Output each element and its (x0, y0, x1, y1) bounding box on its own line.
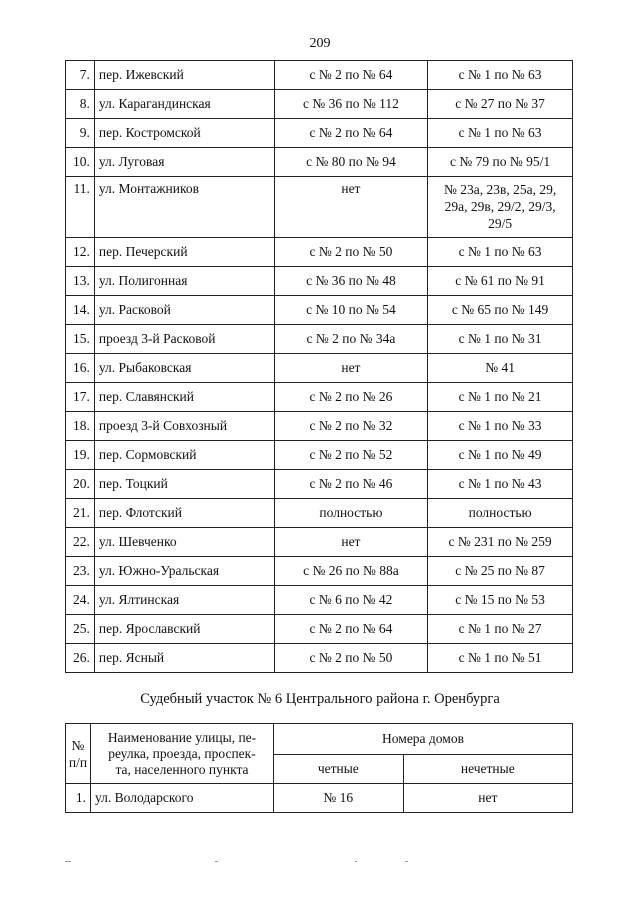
even-houses: полностью (274, 499, 428, 528)
even-houses: с № 2 по № 64 (274, 119, 428, 148)
street-table-continued (65, 60, 573, 673)
header-street-line: Наименование улицы, пе- (107, 729, 257, 745)
table-row (66, 499, 573, 528)
odd-houses: с № 1 по № 31 (428, 325, 573, 354)
header-number-line: п/п (68, 754, 88, 770)
header-number-line: № (71, 737, 85, 753)
even-houses: с № 2 по № 26 (274, 383, 428, 412)
even-houses: с № 26 по № 88а (274, 557, 428, 586)
street-name: пер. Славянский (94, 383, 274, 412)
odd-houses: с № 79 по № 95/1 (428, 148, 573, 177)
header-even: четные (274, 755, 404, 784)
street-name: ул. Южно-Уральская (94, 557, 274, 586)
even-houses: с № 2 по № 50 (274, 644, 428, 673)
table-row (66, 177, 573, 238)
odd-houses: с № 25 по № 87 (428, 557, 573, 586)
table-row (66, 148, 573, 177)
table-row (66, 644, 573, 673)
street-name: ул. Карагандинская (94, 90, 274, 119)
even-houses: с № 2 по № 46 (274, 470, 428, 499)
scan-mark (355, 861, 357, 862)
odd-houses: с № 27 по № 37 (428, 90, 573, 119)
section-title: Судебный участок № 6 Центрального района г. Оренбурга (140, 691, 500, 707)
table-row (66, 383, 573, 412)
row-number: 23. (66, 557, 95, 586)
street-name: ул. Рыбаковская (94, 354, 274, 383)
header-street-line: та, населенного пункта (115, 761, 249, 777)
odd-houses-line: № 23а, 23в, 25а, 29, (443, 182, 557, 197)
street-name: пер. Ярославский (94, 615, 274, 644)
street-name: пер. Печерский (94, 238, 274, 267)
street-name: пер. Тоцкий (94, 470, 274, 499)
table2-body (66, 784, 573, 813)
header-odd: нечетные (403, 755, 572, 784)
header-street-line: реулка, проезда, проспек- (108, 745, 256, 761)
odd-houses: с № 1 по № 49 (428, 441, 573, 470)
table-row (66, 61, 573, 90)
row-number: 25. (66, 615, 95, 644)
even-houses: нет (274, 177, 428, 238)
row-number: 17. (66, 383, 95, 412)
even-houses: с № 2 по № 50 (274, 238, 428, 267)
odd-houses: с № 1 по № 27 (428, 615, 573, 644)
odd-houses: с № 15 по № 53 (428, 586, 573, 615)
table-row (66, 615, 573, 644)
table-row (66, 470, 573, 499)
row-number: 8. (66, 90, 95, 119)
even-houses: с № 2 по № 32 (274, 412, 428, 441)
table-row (66, 528, 573, 557)
street-name: пер. Сормовский (94, 441, 274, 470)
street-name: ул. Ялтинская (94, 586, 274, 615)
row-number: 20. (66, 470, 95, 499)
row-number: 18. (66, 412, 95, 441)
table-row (66, 238, 573, 267)
table-row (66, 412, 573, 441)
table-row (66, 325, 573, 354)
even-houses: с № 10 по № 54 (274, 296, 428, 325)
even-houses: с № 36 по № 112 (274, 90, 428, 119)
row-number: 12. (66, 238, 95, 267)
even-houses: с № 2 по № 52 (274, 441, 428, 470)
row-number: 21. (66, 499, 95, 528)
odd-houses: с № 1 по № 63 (428, 119, 573, 148)
scan-marks (65, 857, 573, 867)
odd-houses: нет (403, 784, 572, 813)
street-name: проезд 3-й Совхозный (94, 412, 274, 441)
scan-mark (65, 861, 71, 862)
row-number: 24. (66, 586, 95, 615)
odd-houses: полностью (428, 499, 573, 528)
odd-houses: с № 1 по № 33 (428, 412, 573, 441)
table-row (66, 586, 573, 615)
street-name: пер. Костромской (94, 119, 274, 148)
header-number (66, 724, 91, 784)
row-number: 10. (66, 148, 95, 177)
row-number: 9. (66, 119, 95, 148)
odd-houses: с № 1 по № 63 (428, 61, 573, 90)
odd-houses-line: 29/5 (488, 216, 513, 231)
street-name: пер. Ясный (94, 644, 274, 673)
table-row (66, 296, 573, 325)
odd-houses: с № 1 по № 43 (428, 470, 573, 499)
street-name: ул. Володарского (91, 784, 274, 813)
odd-houses: с № 231 по № 259 (428, 528, 573, 557)
even-houses: с № 80 по № 94 (274, 148, 428, 177)
odd-houses: с № 65 по № 149 (428, 296, 573, 325)
table-row (66, 784, 573, 813)
even-houses: нет (274, 354, 428, 383)
even-houses: нет (274, 528, 428, 557)
row-number: 1. (66, 784, 91, 813)
row-number: 19. (66, 441, 95, 470)
table-row (66, 557, 573, 586)
odd-houses-line: 29а, 29в, 29/2, 29/3, (444, 199, 556, 214)
table-row (66, 119, 573, 148)
street-table-section-6 (65, 723, 573, 813)
row-number: 14. (66, 296, 95, 325)
odd-houses: с № 1 по № 21 (428, 383, 573, 412)
even-houses: с № 2 по № 64 (274, 615, 428, 644)
street-name: ул. Монтажников (94, 177, 274, 238)
even-houses: с № 6 по № 42 (274, 586, 428, 615)
even-houses: № 16 (274, 784, 404, 813)
row-number: 7. (66, 61, 95, 90)
header-house-numbers: Номера домов (274, 724, 573, 755)
street-name: пер. Ижевский (94, 61, 274, 90)
scan-mark (405, 861, 408, 862)
street-name: ул. Луговая (94, 148, 274, 177)
street-name: пер. Флотский (94, 499, 274, 528)
even-houses: с № 2 по № 64 (274, 61, 428, 90)
table-row (66, 267, 573, 296)
odd-houses: с № 61 по № 91 (428, 267, 573, 296)
street-name: ул. Полигонная (94, 267, 274, 296)
table-row (66, 354, 573, 383)
row-number: 13. (66, 267, 95, 296)
row-number: 26. (66, 644, 95, 673)
table-header (66, 724, 573, 784)
page-number: 209 (309, 36, 331, 51)
table-row (66, 441, 573, 470)
odd-houses (428, 177, 573, 238)
header-street-name (91, 724, 274, 784)
row-number: 16. (66, 354, 95, 383)
odd-houses: № 41 (428, 354, 573, 383)
odd-houses: с № 1 по № 51 (428, 644, 573, 673)
row-number: 11. (66, 177, 95, 238)
street-table-body (66, 61, 573, 673)
street-name: проезд 3-й Расковой (94, 325, 274, 354)
even-houses: с № 36 по № 48 (274, 267, 428, 296)
row-number: 22. (66, 528, 95, 557)
row-number: 15. (66, 325, 95, 354)
even-houses: с № 2 по № 34а (274, 325, 428, 354)
scan-mark (215, 861, 218, 862)
table-row (66, 90, 573, 119)
odd-houses: с № 1 по № 63 (428, 238, 573, 267)
street-name: ул. Расковой (94, 296, 274, 325)
street-name: ул. Шевченко (94, 528, 274, 557)
